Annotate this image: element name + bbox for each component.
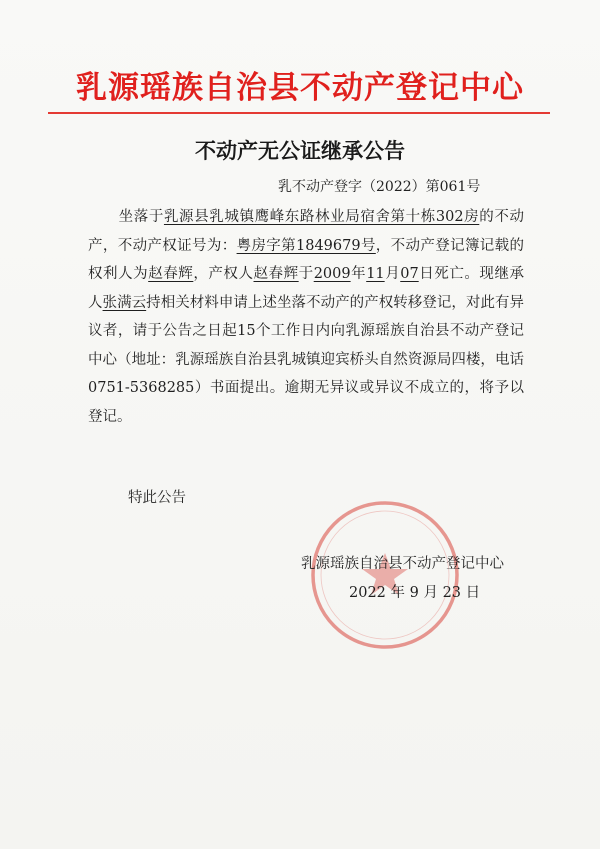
heir-name: 张满云: [102, 294, 147, 311]
registered-holder: 赵春辉: [148, 266, 194, 282]
body-text-segment: ，产权人: [193, 266, 254, 282]
issuing-authority: 乳源瑶族自治县不动产登记中心: [301, 556, 504, 572]
certificate-number: 粤房字第1849679号: [236, 237, 376, 254]
issue-date: 2022 年 9 月 23 日: [349, 585, 481, 601]
body-text-segment: 的不动产，不动产权证号为：: [88, 209, 524, 254]
body-text-segment: 持相关材料申请上述坐落不动产的产权转移登记，对此有异议者，请于公告之日起15个工作日内向乳源瑶族自治县不动产登记中心（地址：乳源瑶族自治县乳城镇迎宾桥头自然资源局四楼，电话0751-5368285）书面提出。逾期无异议或异议不成立的，将予以登记。: [88, 294, 525, 425]
death-year: 2009: [313, 266, 351, 282]
property-location: 乳源县乳城镇鹰峰东路林业局宿舍第十栋302房: [163, 209, 480, 225]
header-divider: [48, 112, 550, 114]
property-owner: 赵春辉: [253, 266, 299, 282]
org-header-title: 乳源瑶族自治县不动产登记中心: [76, 70, 524, 106]
official-seal-icon: [305, 495, 465, 655]
body-text-segment: 月: [384, 266, 401, 282]
body-text-segment: ，不动产登记簿记载的权利人为: [88, 237, 525, 282]
document-number: 乳不动产登字（2022）第061号: [278, 179, 481, 195]
death-day: 07: [400, 266, 419, 282]
body-text-segment: 年: [350, 266, 367, 282]
notice-title: 不动产无公证继承公告: [195, 139, 405, 163]
body-text-segment: 坐落于: [118, 209, 164, 225]
death-month: 11: [366, 266, 385, 282]
closing-remark: 特此公告: [128, 490, 186, 506]
body-text-segment: 日死亡。现继承人: [88, 266, 525, 311]
body-text-segment: 于: [298, 266, 314, 282]
notice-body: [88, 203, 524, 431]
